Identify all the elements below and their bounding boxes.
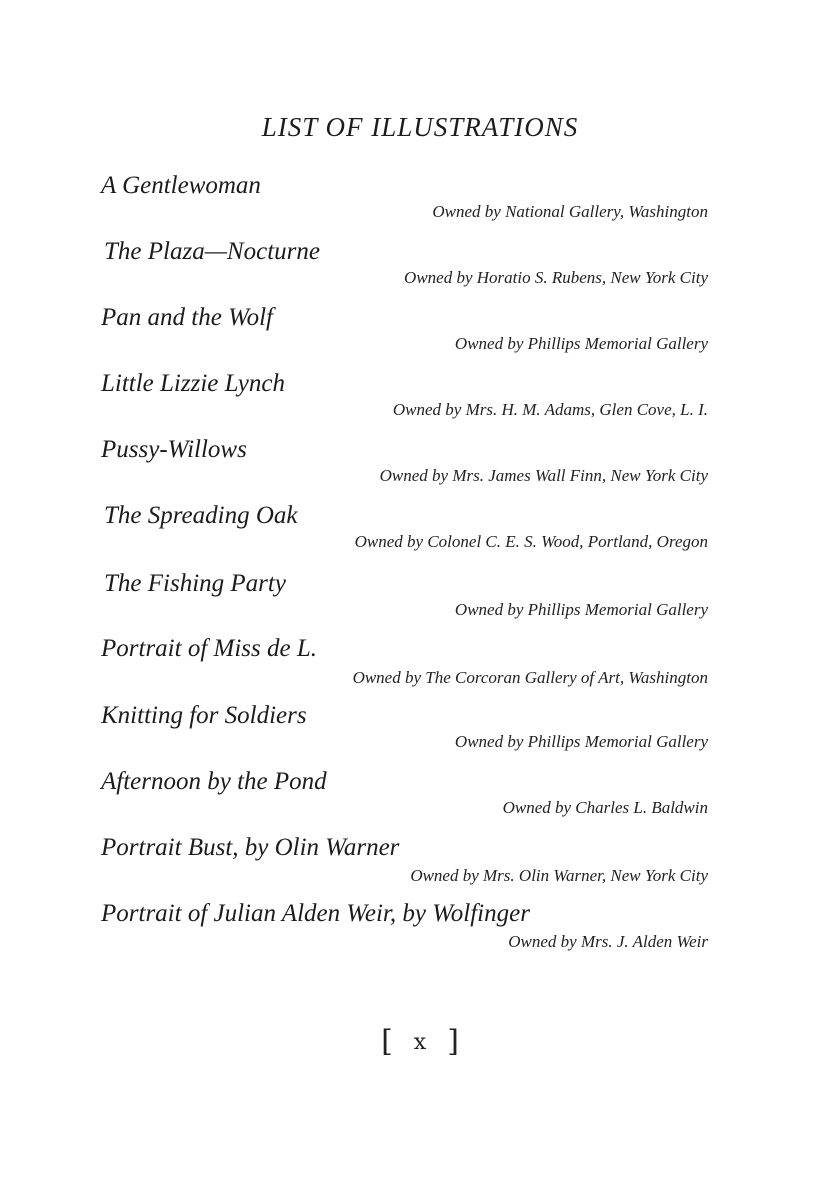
illustration-title: The Plaza—Nocturne: [104, 238, 320, 265]
page-number: [ x ]: [381, 1024, 459, 1059]
illustration-title: A Gentlewoman: [101, 172, 261, 199]
illustration-title: Portrait Bust, by Olin Warner: [101, 834, 400, 861]
illustration-title: Pussy-Willows: [101, 436, 247, 463]
list-item: [0, 635, 840, 699]
illustration-title: Pan and the Wolf: [101, 304, 273, 331]
list-item: [0, 570, 840, 634]
illustration-title: Portrait of Miss de L.: [101, 635, 317, 662]
illustration-owner: Owned by The Corcoran Gallery of Art, Washington: [352, 668, 708, 687]
illustration-owner: Owned by Phillips Memorial Gallery: [454, 732, 708, 751]
illustration-owner: Owned by Phillips Memorial Gallery: [454, 334, 708, 353]
list-item: [0, 238, 840, 302]
illustration-title: The Fishing Party: [104, 570, 286, 597]
list-item: [0, 768, 840, 832]
illustration-owner: Owned by Mrs. James Wall Finn, New York City: [379, 466, 708, 485]
illustration-owner: Owned by Mrs. J. Alden Weir: [508, 932, 708, 951]
list-item: [0, 172, 840, 236]
list-item: [0, 834, 840, 898]
illustration-title: Portrait of Julian Alden Weir, by Wolfinger: [101, 900, 530, 927]
illustration-owner: Owned by Mrs. Olin Warner, New York City: [410, 866, 708, 885]
illustration-owner: Owned by Colonel C. E. S. Wood, Portland, Oregon: [354, 532, 708, 551]
illustration-owner: Owned by Phillips Memorial Gallery: [454, 600, 708, 619]
list-item: [0, 900, 840, 964]
page-number-value: x: [413, 1030, 427, 1055]
illustration-owner: Owned by Mrs. H. M. Adams, Glen Cove, L. I.: [392, 400, 708, 419]
page-title: LIST OF ILLUSTRATIONS: [261, 112, 579, 142]
illustration-owner: Owned by National Gallery, Washington: [432, 202, 708, 221]
list-item: [0, 502, 840, 566]
list-item: [0, 702, 840, 766]
list-item: [0, 370, 840, 434]
list-item: [0, 436, 840, 500]
list-item: [0, 304, 840, 368]
illustration-owner: Owned by Horatio S. Rubens, New York City: [404, 268, 708, 287]
illustration-title: The Spreading Oak: [104, 502, 298, 529]
illustration-owner: Owned by Charles L. Baldwin: [502, 798, 708, 817]
illustration-title: Afternoon by the Pond: [101, 768, 327, 795]
illustration-title: Knitting for Soldiers: [101, 702, 307, 729]
illustration-title: Little Lizzie Lynch: [101, 370, 285, 397]
